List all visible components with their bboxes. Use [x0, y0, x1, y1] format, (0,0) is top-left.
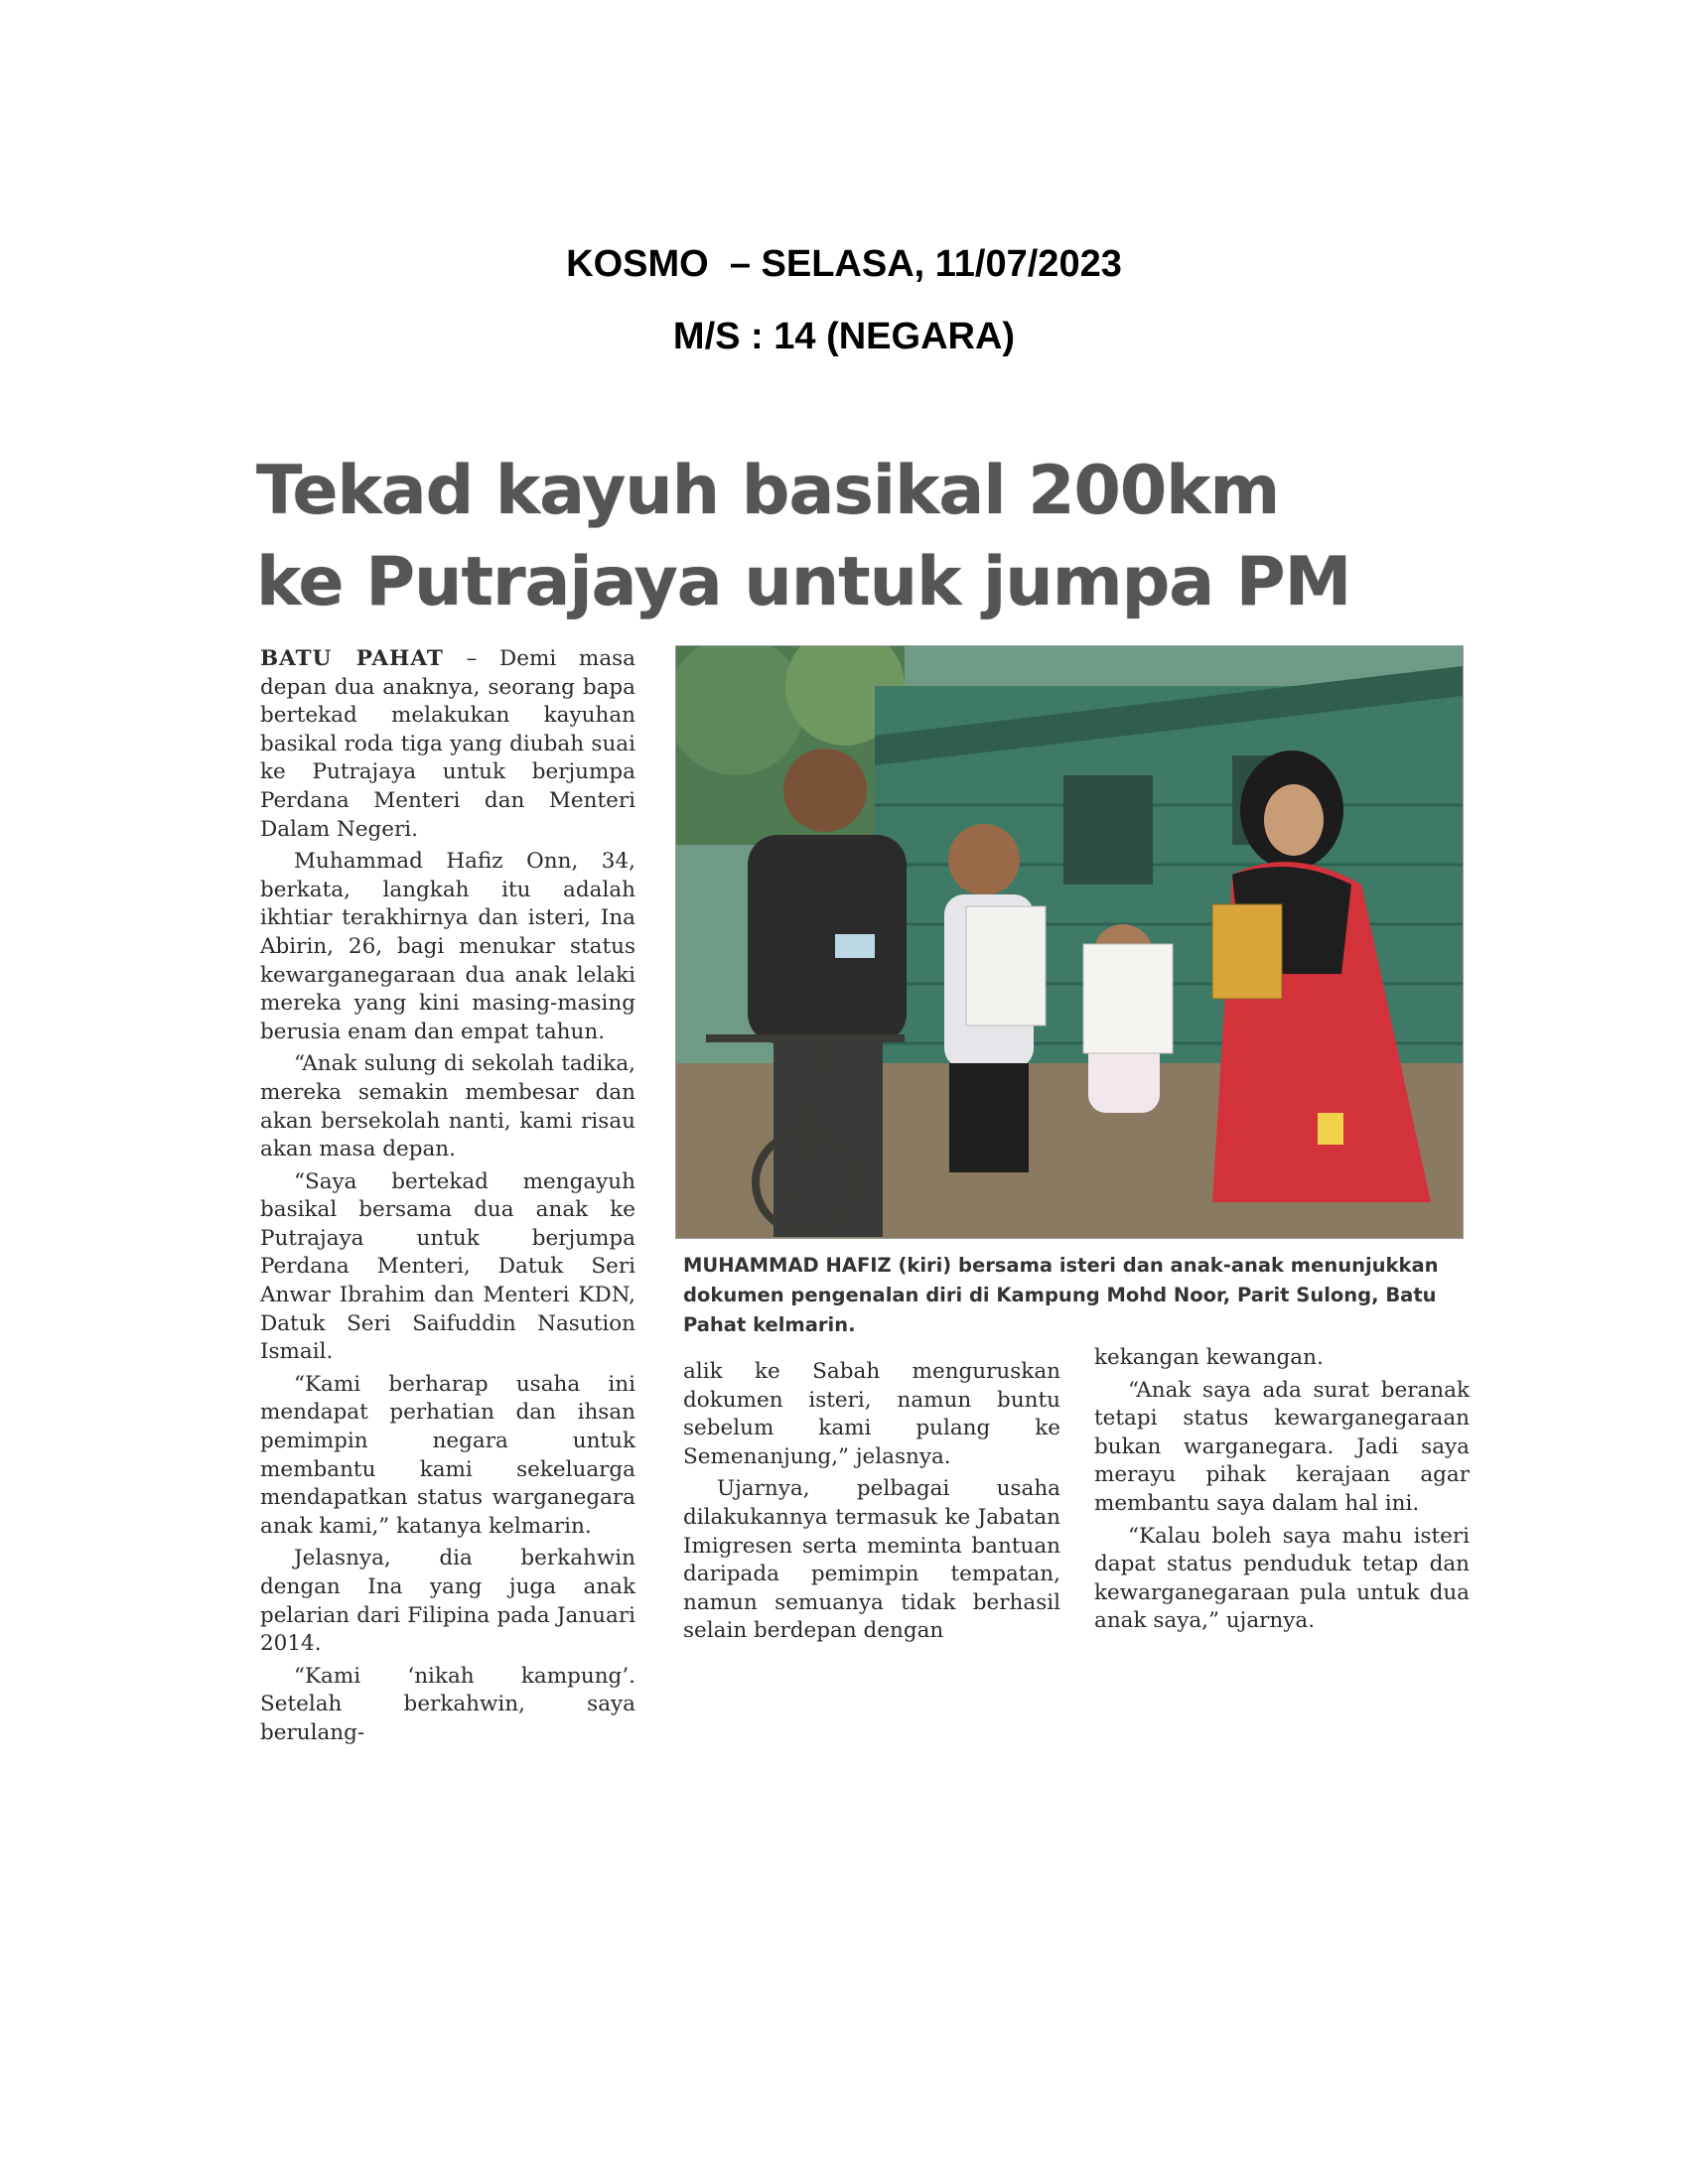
article-column-3	[1094, 1344, 1470, 1640]
photo-caption: MUHAMMAD HAFIZ (kiri) bersama isteri dan anak-anak menunjukkan dokumen pengenalan diri di Kampung Mohd Noor, Parit Sulong, Batu Pahat kelmarin.	[683, 1254, 1439, 1336]
clipping-page-section: M/S : 14 (NEGARA)	[672, 316, 1016, 357]
article-headline-line-1: Tekad kayuh basikal 200km	[256, 452, 1280, 530]
article-column-2	[683, 1358, 1060, 1650]
body-paragraph: “Anak saya ada surat beranak tetapi status kewarganegaraan bukan warganegara. Jadi saya merayu pihak kerajaan agar membantu saya dalam hal ini.	[1094, 1377, 1470, 1516]
lead-text: – Demi masa depan dua anaknya, seorang bapa bertekad melakukan kayuhan basikal roda tiga yang diubah suai ke Putrajaya untuk berjumpa Perdana Menteri dan Menteri Dalam Negeri.	[260, 646, 635, 842]
article-headline-line-2: ke Putrajaya untuk jumpa PM	[256, 543, 1351, 621]
body-paragraph: “Anak sulung di sekolah tadika, mereka semakin membesar dan akan bersekolah nanti, kami risau akan masa depan.	[260, 1051, 635, 1162]
body-paragraph: Jelasnya, dia berkahwin dengan Ina yang juga anak pelarian dari Filipina pada Januari 2014.	[260, 1546, 635, 1657]
body-paragraph: “Kalau boleh saya mahu isteri dapat status penduduk tetap dan kewarganegaraan pula untuk dua anak saya,” ujarnya.	[1094, 1523, 1470, 1634]
family-photo-illustration	[676, 646, 1463, 1238]
body-paragraph: kekangan kewangan.	[1094, 1345, 1324, 1370]
dateline: BATU PAHAT	[260, 646, 444, 671]
body-paragraph: “Kami berharap usaha ini mendapat perhatian dan ihsan pemimpin negara untuk membantu kami sekeluarga mendapatkan status warganegara anak kami,” katanya kelmarin.	[260, 1371, 635, 1539]
article-column-1	[260, 645, 635, 1752]
body-paragraph: Muhammad Hafiz Onn, 34, berkata, langkah itu adalah ikhtiar terakhirnya dan isteri, Ina Abirin, 26, bagi menukar status kewarganegaraan dua anak lelaki mereka yang kini masing-masing berusia enam dan empat tahun.	[260, 849, 635, 1044]
body-paragraph: alik ke Sabah menguruskan dokumen isteri, namun buntu sebelum kami pulang ke Semenanjung,” jelasnya.	[683, 1359, 1060, 1469]
body-paragraph: “Kami ‘nikah kampung’. Setelah berkahwin, saya berulang-	[260, 1663, 635, 1745]
body-paragraph: “Saya bertekad mengayuh basikal bersama dua anak ke Putrajaya untuk berjumpa Perdana Menteri, Datuk Seri Anwar Ibrahim dan Menteri KDN, Datuk Seri Saifuddin Nasution Ismail.	[260, 1168, 635, 1365]
body-paragraph: Ujarnya, pelbagai usaha dilakukannya termasuk ke Jabatan Imigresen serta meminta bantuan daripada pemimpin tempatan, namun semuanya tidak berhasil selain berdepan dengan	[683, 1476, 1060, 1644]
clipping-source-date: KOSMO – SELASA, 11/07/2023	[566, 243, 1122, 285]
news-photo	[675, 645, 1464, 1239]
lead-paragraph	[260, 645, 635, 844]
